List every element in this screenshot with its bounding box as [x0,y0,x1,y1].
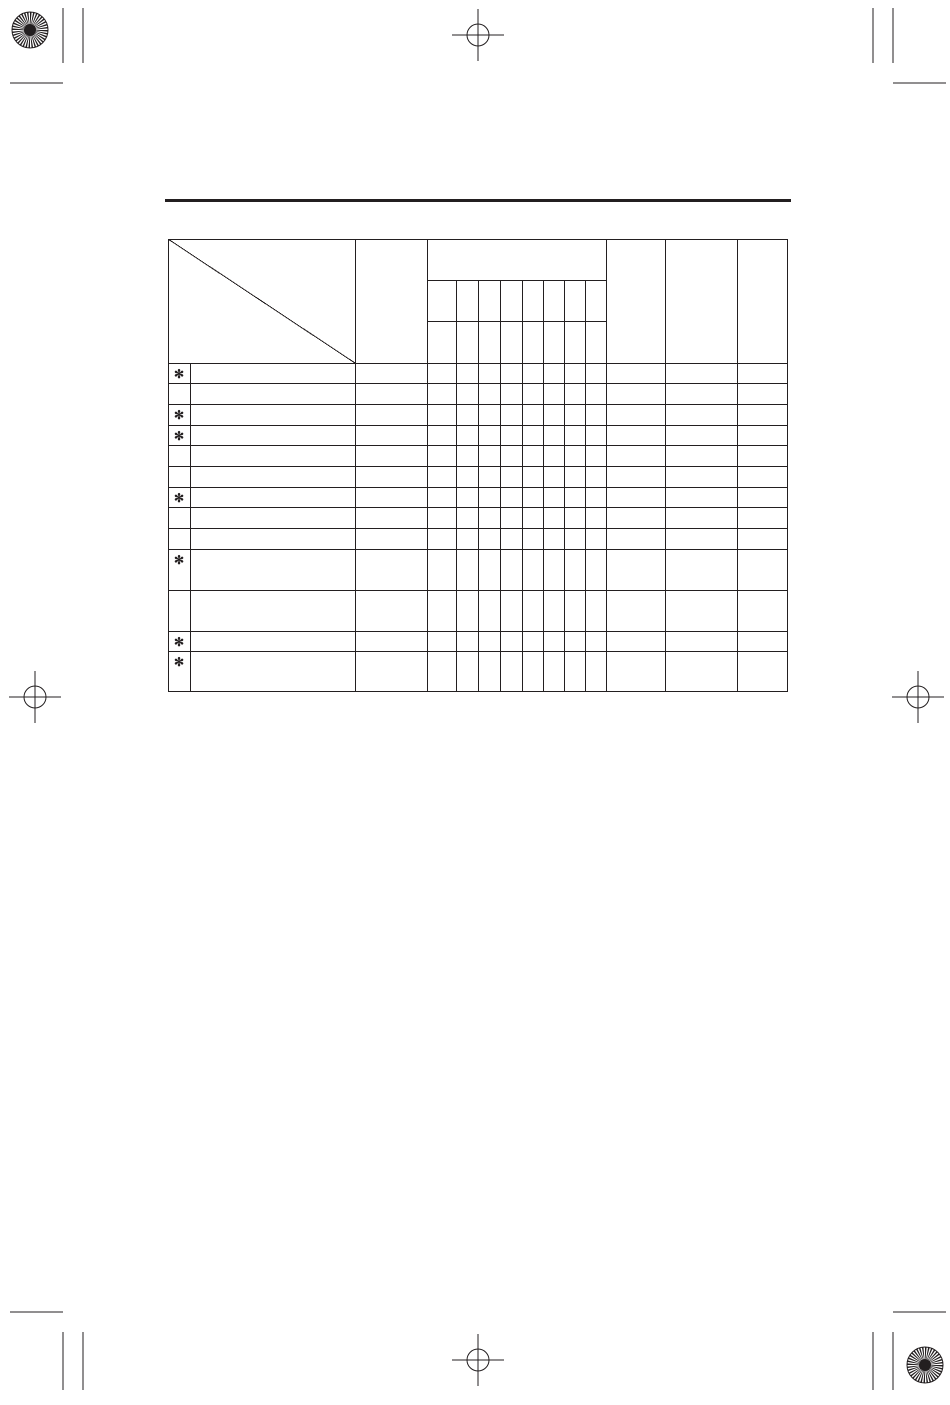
registration-crosshair-top [452,9,504,61]
maintenance-schedule-table [168,239,788,692]
color-target-bottom-right [907,1347,943,1383]
registration-crosshair-left [9,671,61,723]
service-marker: ✻ [173,655,185,669]
table-grid [168,239,788,692]
header-rule [165,199,791,202]
service-marker: ✻ [173,429,185,443]
registration-crosshair-bottom [452,1334,504,1386]
color-target-top-left [12,12,48,48]
service-marker: ✻ [173,367,185,381]
service-marker: ✻ [173,408,185,422]
service-marker: ✻ [173,553,185,567]
registration-crosshair-right [892,671,944,723]
service-marker: ✻ [173,635,185,649]
service-marker: ✻ [173,491,185,505]
